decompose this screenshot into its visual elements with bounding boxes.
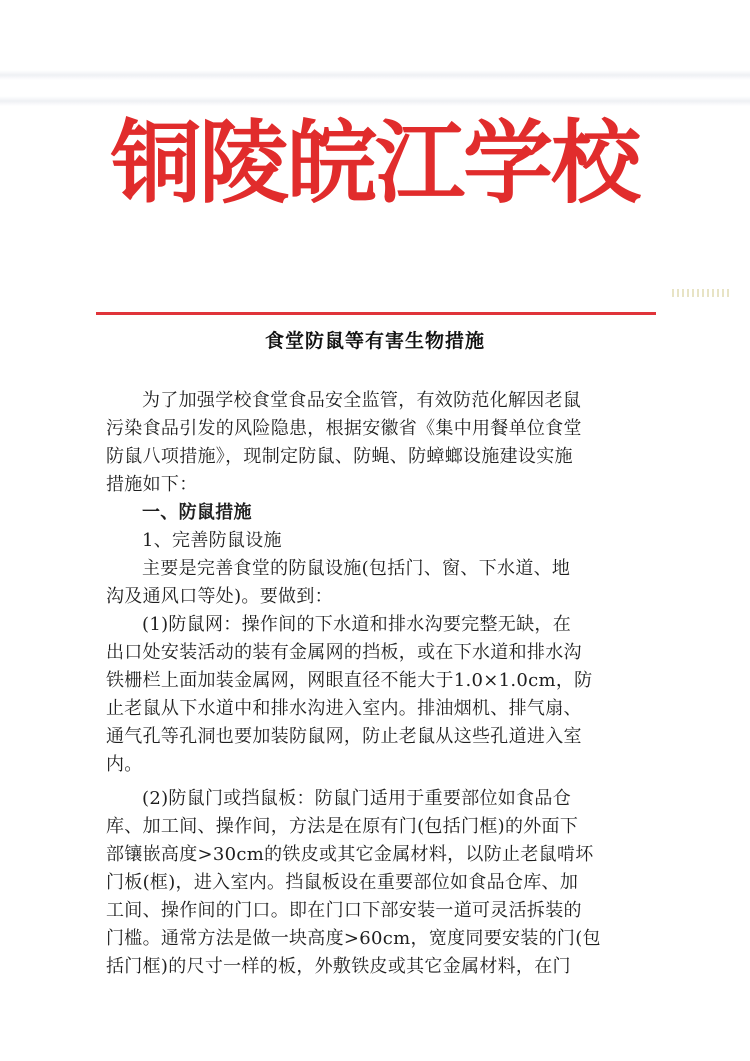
body-line: 出口处安装活动的装有金属网的挡板，或在下水道和排水沟: [106, 642, 582, 663]
document-title: 食堂防鼠等有害生物措施: [264, 330, 485, 352]
letterhead-red-rule: [96, 312, 656, 315]
body-line: (2)防鼠门或挡鼠板：防鼠门适用于重要部位如食品仓: [142, 788, 571, 809]
body-line: 防鼠八项措施》，现制定防鼠、防蝇、防蟑螂设施建设实施: [106, 446, 573, 467]
document-body: [106, 387, 646, 981]
scan-artifact-band: [0, 96, 750, 106]
body-line: 库、加工间、操作间，方法是在原有门(包括门框)的外面下: [106, 816, 579, 837]
body-line: 门板(框)，进入室内。挡鼠板设在重要部位如食品仓库、加: [106, 872, 579, 893]
body-line: 为了加强学校食堂食品安全监管，有效防范化解因老鼠: [142, 390, 582, 411]
body-line: 止老鼠从下水道中和排水沟进入室内。排油烟机、排气扇、: [106, 698, 582, 719]
body-line: (1)防鼠网：操作间的下水道和排水沟要完整无缺，在: [142, 614, 571, 635]
body-line: 通气孔等孔洞也要加装防鼠网，防止老鼠从这些孔道进入室: [106, 726, 582, 747]
scan-speckle: [672, 289, 732, 297]
body-line: 措施如下：: [106, 474, 198, 495]
scan-artifact-band: [0, 70, 750, 80]
body-line: 主要是完善食堂的防鼠设施(包括门、窗、下水道、地: [142, 558, 571, 579]
body-line: 沟及通风口等处)。要做到：: [106, 586, 333, 607]
body-line: 工间、操作间的门口。即在门口下部安装一道可灵活拆装的: [106, 900, 582, 921]
letterhead-school-name: 铜陵皖江学校: [111, 110, 639, 216]
body-line: 括门框)的尺寸一样的板，外敷铁皮或其它金属材料，在门: [106, 956, 571, 977]
body-line: 内。: [106, 754, 143, 775]
section-heading: 一、防鼠措施: [142, 502, 252, 523]
body-line: 部镶嵌高度>30cm的铁皮或其它金属材料，以防止老鼠啃坏: [106, 844, 594, 865]
body-line: 污染食品引发的风险隐患，根据安徽省《集中用餐单位食堂: [106, 418, 582, 439]
body-line: 门槛。通常方法是做一块高度>60cm，宽度同要安装的门(包: [106, 928, 601, 949]
subsection-heading: 1、完善防鼠设施: [142, 530, 282, 551]
body-line: 铁栅栏上面加装金属网，网眼直径不能大于1.0×1.0cm，防: [106, 670, 593, 691]
